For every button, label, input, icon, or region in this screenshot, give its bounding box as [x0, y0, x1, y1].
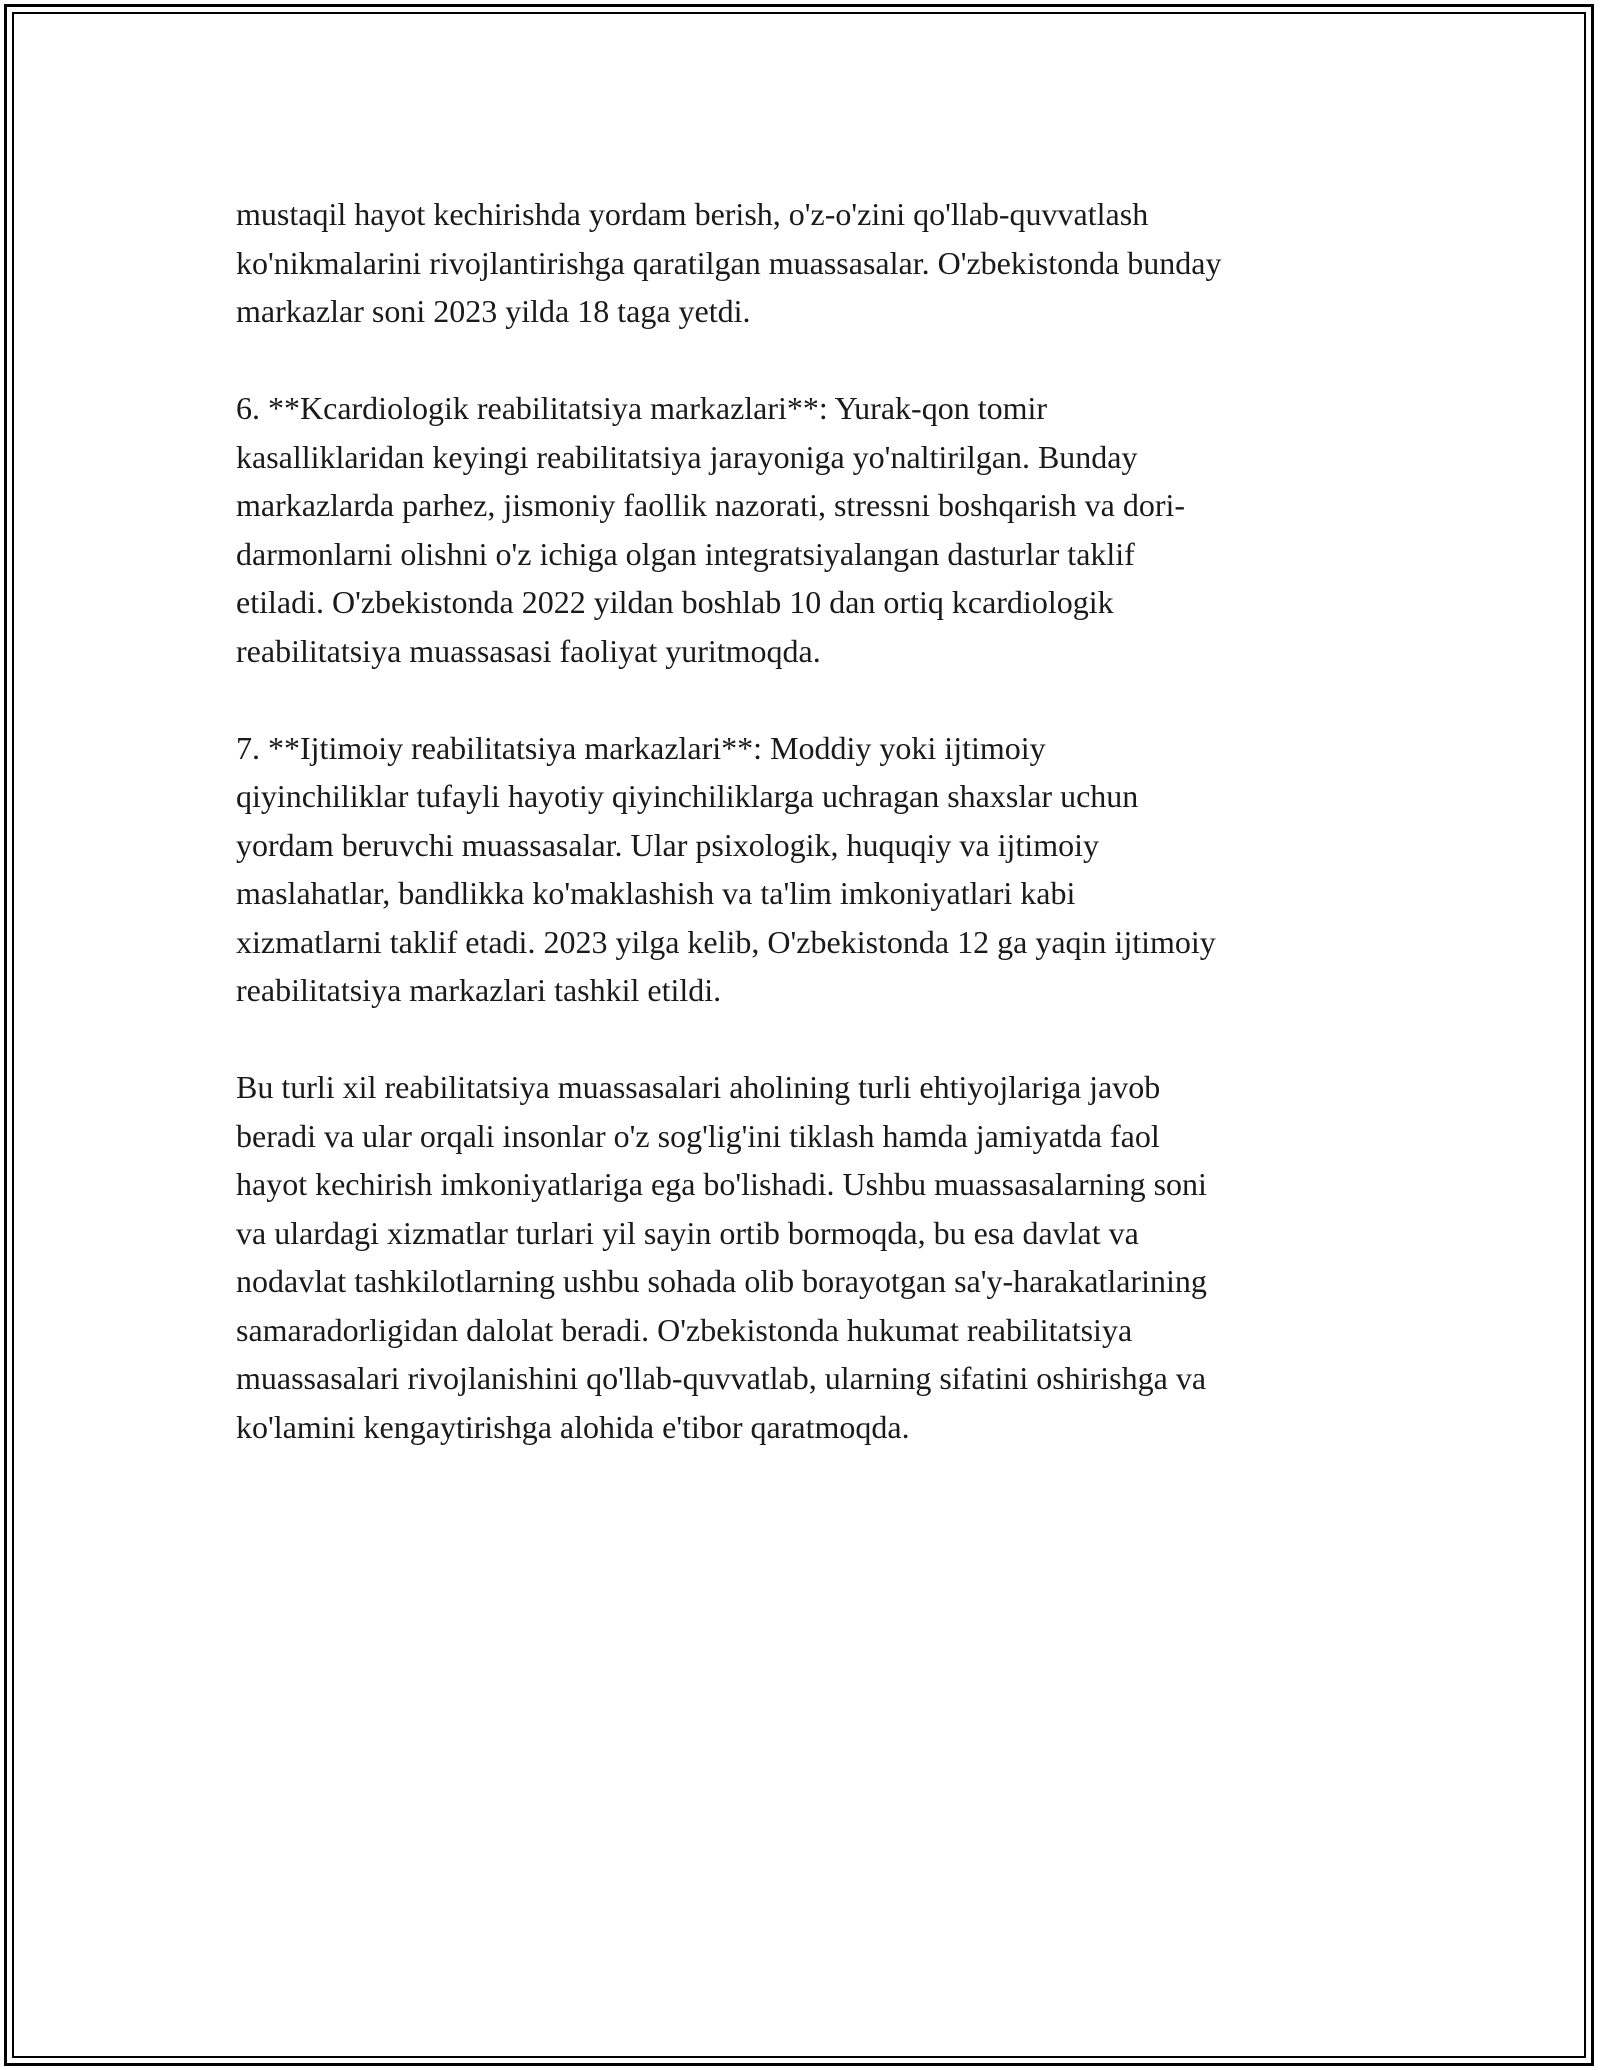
paragraph-conclusion: Bu turli xil reabilitatsiya muassasalari aholining turli ehtiyojlariga javob beradi va ular orqali insonlar o'z sog'lig'ini tiklash hamda jamiyatda faol hayot kechirish imkoniyatlariga ega bo'lishadi. Ushbu muassasalarning soni va ulardagi xizmatlar turlari yil sayin ortib bormoqda, bu esa davlat va nodavlat tashkilotlarning ushbu sohada olib borayotgan sa'y-harakatlarining samaradorligidan dalolat beradi. O'zbekistonda hukumat reabilitatsiya muassasalari rivojlanishini qo'llab-quvvatlab, ularning sifatini oshirishga va ko'lamini kengaytirishga alohida e'tibor qaratmoqda.	[236, 1069, 1207, 1445]
paragraph-social-rehab: 7. **Ijtimoiy reabilitatsiya markazlari**: Moddiy yoki ijtimoiy qiyinchiliklar tufayli hayotiy qiyinchiliklarga uchragan shaxslar uchun yordam beruvchi muassasalar. Ular psixologik, huquqiy va ijtimoiy maslahatlar, bandlikka ko'maklashish va ta'lim imkoniyatlari kabi xizmatlarni taklif etadi. 2023 yilga kelib, O'zbekistonda 12 ga yaqin ijtimoiy reabilitatsiya markazlari tashkil etildi.	[236, 729, 1216, 1008]
paragraph-cardiology-rehab: 6. **Kcardiologik reabilitatsiya markazlari**: Yurak-qon tomir kasalliklaridan keyingi reabilitatsiya jarayoniga yo'naltirilgan. Bunday markazlarda parhez, jismoniy faollik nazorati, stressni boshqarish va dori- darmonlarni olishni o'z ichiga olgan integratsiyalangan dasturlar taklif etiladi. O'zbekistonda 2022 yildan boshlab 10 dan ortiq kcardiologik reabilitatsiya muassasasi faoliyat yuritmoqda.	[236, 390, 1186, 669]
document-body	[236, 190, 1376, 1500]
paragraph-rehab-centers-continued: mustaqil hayot kechirishda yordam berish, o'z-o'zini qo'llab-quvvatlash ko'nikmalarini rivojlantirishga qaratilgan muassasalar. O'zbekistonda bunday markazlar soni 2023 yilda 18 taga yetdi.	[236, 196, 1222, 329]
